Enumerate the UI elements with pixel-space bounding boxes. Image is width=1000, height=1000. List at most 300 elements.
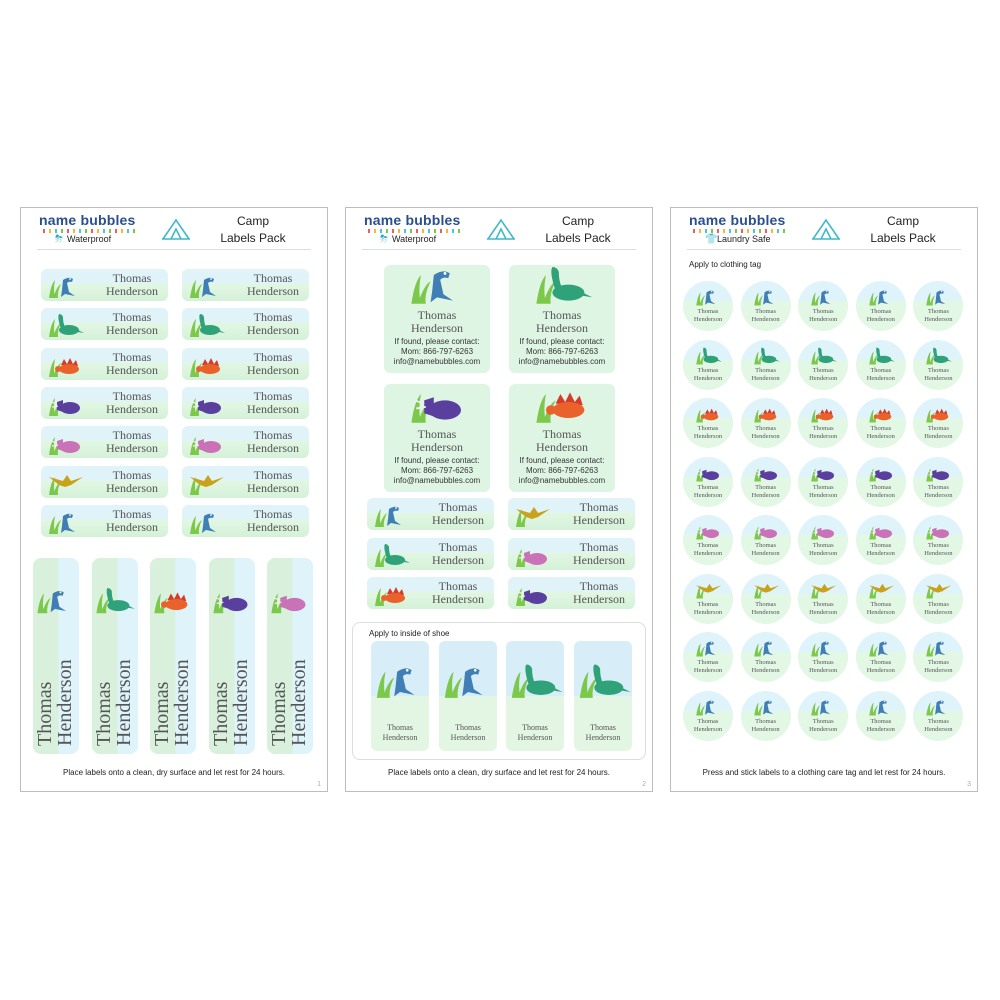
tent-icon (161, 217, 191, 241)
first-name: Thomas (812, 542, 834, 549)
first-name: Thomas (697, 717, 719, 725)
section-caption: Apply to clothing tag (689, 260, 762, 269)
triceratops-icon (866, 461, 896, 483)
raptor-icon (45, 270, 85, 300)
raptor-icon (751, 285, 781, 307)
last-name: Henderson (751, 725, 780, 733)
round-label (856, 281, 906, 331)
contact-info (509, 456, 615, 486)
last-name: Henderson (924, 550, 953, 557)
last-name: Henderson (751, 608, 780, 616)
vertical-name-label (33, 558, 79, 754)
first-name: Thomas (112, 388, 152, 403)
first-name: Thomas (870, 542, 892, 549)
stegosaurus-icon (45, 349, 85, 379)
name-label (508, 498, 635, 530)
name-label (367, 577, 494, 609)
pink-triceratops-icon (45, 427, 85, 457)
first-name: Thomas (870, 366, 892, 374)
last-name: Henderson (247, 519, 299, 534)
raptor-icon (751, 695, 781, 717)
vertical-name (152, 566, 192, 746)
vertical-name-label (150, 558, 196, 754)
name-label (508, 538, 635, 570)
last-name: Henderson (411, 440, 463, 454)
brontosaurus-icon (506, 649, 564, 709)
first-name: Thomas (268, 681, 290, 746)
round-label (913, 457, 963, 507)
name-label (508, 577, 635, 609)
first-name: Thomas (697, 483, 719, 491)
pink-triceratops-icon (186, 427, 226, 457)
name-label (367, 498, 494, 530)
last-name: Henderson (432, 592, 484, 606)
raptor-icon (866, 285, 896, 307)
pterodactyl-icon (751, 578, 781, 600)
pink-triceratops-icon (866, 519, 896, 541)
first-name: Thomas (927, 717, 949, 725)
contact-line: info@namebubbles.com (393, 357, 481, 366)
first-name: Thomas (92, 681, 115, 746)
raptor-icon (866, 695, 896, 717)
last-name: Henderson (106, 284, 158, 298)
round-label (683, 632, 733, 682)
shoe-label (506, 641, 564, 751)
pterodactyl-icon (45, 467, 85, 497)
pink-triceratops-icon (512, 539, 552, 569)
last-name: Henderson (751, 667, 780, 674)
first-name: Thomas (870, 308, 892, 315)
round-label (856, 632, 906, 682)
last-name: Henderson (809, 491, 838, 499)
vertical-name (269, 566, 309, 746)
name-label (41, 426, 168, 458)
contact-line: Mom: 866-797-6263 (525, 466, 599, 475)
sheet-footer: Press and stick labels to a clothing care tag and let rest for 24 hours. (702, 768, 946, 777)
last-name: Henderson (809, 316, 838, 323)
last-name: Henderson (106, 441, 158, 456)
waterproof-badge (55, 234, 111, 244)
round-label (856, 515, 906, 565)
last-name: Henderson (573, 513, 625, 527)
triceratops-icon (45, 388, 85, 418)
first-name: Thomas (253, 467, 293, 482)
contact-line: If found, please contact: (394, 456, 480, 465)
last-name: Henderson (536, 321, 588, 335)
last-name: Henderson (693, 316, 723, 323)
shirt-icon: 👕 (705, 234, 718, 245)
last-name: Henderson (693, 608, 723, 616)
first-name: Thomas (579, 500, 619, 514)
vertical-name-label (209, 558, 255, 754)
last-name: Henderson (382, 733, 418, 742)
badge-label: Waterproof (392, 234, 437, 244)
name-label (182, 269, 309, 301)
name-label (41, 387, 168, 419)
name-label (41, 269, 168, 301)
first-name: Thomas (812, 659, 834, 666)
triceratops-icon (512, 578, 552, 608)
last-name: Henderson (288, 659, 310, 746)
laundry-safe-badge (705, 234, 771, 244)
last-name: Henderson (54, 659, 76, 746)
last-name: Henderson (247, 401, 299, 416)
last-name: Henderson (866, 667, 895, 674)
first-name: Thomas (812, 366, 834, 374)
first-name: Thomas (253, 310, 293, 325)
first-name: Thomas (812, 483, 834, 491)
brand-dots (693, 229, 785, 233)
pterodactyl-icon (866, 578, 896, 600)
divider (362, 249, 636, 250)
last-name: Henderson (866, 491, 895, 499)
contact-line: Mom: 866-797-6263 (525, 347, 599, 356)
round-label (913, 632, 963, 682)
first-name: Thomas (253, 349, 293, 364)
triceratops-icon (693, 461, 723, 483)
last-name: Henderson (924, 491, 953, 499)
brand-logo: name bubbles (39, 212, 136, 228)
contact-info (384, 337, 490, 367)
last-name: Henderson (432, 552, 484, 567)
round-label (741, 398, 791, 448)
round-label (683, 457, 733, 507)
stegosaurus-icon (186, 349, 226, 379)
round-label (856, 340, 906, 390)
raptor-icon (808, 636, 838, 658)
contact-line: info@namebubbles.com (518, 476, 606, 485)
name-label (367, 538, 494, 570)
pink-triceratops-icon (751, 519, 781, 541)
first-name: Thomas (253, 506, 293, 521)
round-label (913, 515, 963, 565)
first-name: Thomas (927, 425, 949, 432)
stegosaurus-icon (866, 402, 896, 424)
contact-info (509, 337, 615, 367)
name-label (182, 308, 309, 340)
brontosaurus-icon (527, 259, 597, 307)
sheet-title: Camp Labels Pack (870, 214, 936, 245)
round-label (798, 398, 848, 448)
last-name: Henderson (809, 550, 838, 557)
tent-icon (486, 217, 516, 241)
last-name: Henderson (106, 519, 158, 534)
pink-triceratops-icon (693, 519, 723, 541)
contact-label (384, 265, 490, 373)
page-number: 1 (317, 781, 321, 788)
first-name: Thomas (522, 723, 548, 732)
first-name: Thomas (755, 366, 777, 374)
raptor-icon (923, 636, 953, 658)
first-name: Thomas (112, 506, 152, 521)
shoe-label (439, 641, 497, 751)
round-label (798, 457, 848, 507)
name-label (41, 466, 168, 498)
brontosaurus-icon (574, 649, 632, 709)
last-name: Henderson (573, 552, 625, 567)
raptor-icon (402, 259, 472, 307)
last-name: Henderson (536, 440, 588, 454)
last-name: Henderson (247, 323, 299, 338)
last-name: Henderson (751, 491, 780, 499)
first-name: Thomas (579, 539, 619, 554)
brontosaurus-icon (186, 309, 226, 339)
last-name: Henderson (106, 362, 158, 377)
round-label (741, 340, 791, 390)
page-number: 2 (642, 781, 646, 788)
first-name: Thomas (253, 271, 293, 285)
last-name: Henderson (924, 608, 953, 616)
first-name: Thomas (209, 681, 232, 746)
first-name: Thomas (112, 467, 152, 482)
round-label (798, 281, 848, 331)
first-name: Thomas (253, 388, 293, 403)
contact-label (509, 265, 615, 373)
last-name: Henderson (693, 667, 723, 674)
round-label (741, 574, 791, 624)
first-name: Thomas (579, 579, 619, 593)
raptor-icon (808, 285, 838, 307)
first-name: Thomas (812, 425, 834, 432)
vertical-name (35, 566, 75, 746)
first-name: Thomas (112, 428, 152, 443)
sheet-title: Camp Labels Pack (545, 214, 611, 245)
contact-label (509, 384, 615, 492)
first-name: Thomas (438, 539, 478, 554)
stegosaurus-icon (923, 402, 953, 424)
first-name: Thomas (755, 717, 777, 725)
pterodactyl-icon (923, 578, 953, 600)
first-name: Thomas (542, 427, 582, 441)
sheet-title: Camp Labels Pack (220, 214, 286, 245)
first-name: Thomas (812, 717, 834, 725)
round-label (798, 574, 848, 624)
name-label (182, 466, 309, 498)
round-label (856, 574, 906, 624)
first-name: Thomas (927, 600, 949, 608)
brontosaurus-icon (923, 344, 953, 366)
contact-line: info@namebubbles.com (518, 357, 606, 366)
contact-line: If found, please contact: (519, 337, 605, 346)
last-name: Henderson (247, 362, 299, 377)
last-name: Henderson (247, 284, 299, 298)
contact-line: Mom: 866-797-6263 (400, 466, 474, 475)
triceratops-icon (923, 461, 953, 483)
raptor-icon (186, 270, 226, 300)
round-label (798, 632, 848, 682)
page-number: 3 (967, 781, 971, 788)
first-name: Thomas (697, 659, 719, 666)
raptor-icon (693, 636, 723, 658)
vertical-name (211, 566, 251, 746)
contact-line: info@namebubbles.com (393, 476, 481, 485)
first-name: Thomas (755, 542, 777, 549)
last-name: Henderson (247, 480, 299, 495)
last-name: Henderson (573, 592, 625, 606)
divider (37, 249, 311, 250)
name-label (41, 505, 168, 537)
stegosaurus-icon (751, 402, 781, 424)
first-name: Thomas (870, 425, 892, 432)
round-label (741, 632, 791, 682)
raptor-icon (866, 636, 896, 658)
first-name: Thomas (870, 600, 892, 608)
pink-triceratops-icon (923, 519, 953, 541)
last-name: Henderson (809, 667, 838, 674)
last-name: Henderson (866, 608, 895, 616)
name-label (182, 505, 309, 537)
last-name: Henderson (693, 433, 723, 440)
round-label (913, 691, 963, 741)
first-name: Thomas (455, 723, 481, 732)
brand-logo: name bubbles (364, 212, 461, 228)
first-name: Thomas (870, 483, 892, 491)
last-name: Henderson (866, 433, 895, 440)
last-name: Henderson (229, 659, 252, 746)
last-name: Henderson (432, 513, 484, 527)
first-name: Thomas (755, 425, 777, 432)
first-name: Thomas (34, 681, 56, 746)
last-name: Henderson (809, 433, 838, 440)
divider (687, 249, 961, 250)
shoe-labels-section (352, 622, 646, 760)
first-name: Thomas (697, 308, 719, 315)
pink-triceratops-icon (808, 519, 838, 541)
last-name: Henderson (693, 550, 723, 557)
round-label (913, 398, 963, 448)
last-name: Henderson (247, 441, 299, 456)
first-name: Thomas (417, 308, 457, 322)
triceratops-icon (186, 388, 226, 418)
last-name: Henderson (106, 480, 158, 495)
water-drop-icon: ⛈ (380, 234, 388, 245)
first-name: Thomas (112, 271, 152, 285)
last-name: Henderson (751, 550, 780, 557)
last-name: Henderson (751, 374, 780, 382)
shoe-label (574, 641, 632, 751)
contact-line: If found, please contact: (394, 337, 480, 346)
contact-label (384, 384, 490, 492)
last-name: Henderson (585, 733, 621, 742)
pterodactyl-icon (186, 467, 226, 497)
first-name: Thomas (697, 425, 719, 432)
first-name: Thomas (755, 308, 777, 315)
name-label (41, 348, 168, 380)
first-name: Thomas (927, 659, 949, 666)
brontosaurus-icon (371, 539, 411, 569)
first-name: Thomas (870, 717, 892, 725)
brand-logo: name bubbles (689, 212, 786, 228)
label-sheet-1 (20, 207, 328, 792)
last-name: Henderson (112, 659, 135, 746)
first-name: Thomas (812, 600, 834, 608)
raptor-icon (808, 695, 838, 717)
raptor-icon (45, 506, 85, 536)
last-name: Henderson (693, 725, 723, 733)
last-name: Henderson (866, 550, 895, 557)
first-name: Thomas (590, 723, 616, 732)
first-name: Thomas (812, 308, 834, 315)
stegosaurus-icon (808, 402, 838, 424)
sheet-footer: Place labels onto a clean, dry surface and let rest for 24 hours. (388, 768, 610, 777)
round-label (913, 574, 963, 624)
first-name: Thomas (927, 542, 949, 549)
waterproof-badge (380, 234, 436, 244)
triceratops-icon (808, 461, 838, 483)
first-name: Thomas (417, 427, 457, 441)
round-label (913, 340, 963, 390)
last-name: Henderson (411, 321, 463, 335)
brontosaurus-icon (751, 344, 781, 366)
brontosaurus-icon (45, 309, 85, 339)
stegosaurus-icon (371, 578, 411, 608)
round-label (856, 398, 906, 448)
first-name: Thomas (542, 308, 582, 322)
first-name: Thomas (697, 366, 719, 374)
last-name: Henderson (517, 733, 553, 742)
raptor-icon (923, 695, 953, 717)
round-label (683, 574, 733, 624)
round-label (798, 340, 848, 390)
contact-line: Mom: 866-797-6263 (400, 347, 474, 356)
last-name: Henderson (106, 323, 158, 338)
first-name: Thomas (151, 681, 173, 746)
raptor-icon (693, 285, 723, 307)
last-name: Henderson (450, 733, 486, 742)
last-name: Henderson (693, 491, 723, 499)
first-name: Thomas (697, 600, 719, 608)
first-name: Thomas (387, 723, 413, 732)
last-name: Henderson (693, 374, 723, 382)
last-name: Henderson (924, 667, 953, 674)
last-name: Henderson (924, 725, 953, 733)
round-label (741, 515, 791, 565)
last-name: Henderson (106, 401, 158, 416)
first-name: Thomas (927, 366, 949, 374)
round-label (798, 515, 848, 565)
vertical-name-label (267, 558, 313, 754)
name-label (182, 387, 309, 419)
last-name: Henderson (751, 316, 780, 323)
first-name: Thomas (755, 659, 777, 666)
contact-info (384, 456, 490, 486)
name-label (41, 308, 168, 340)
raptor-icon (693, 695, 723, 717)
raptor-icon (186, 506, 226, 536)
tent-icon (811, 217, 841, 241)
last-name: Henderson (809, 608, 838, 616)
pterodactyl-icon (512, 499, 552, 529)
first-name: Thomas (697, 542, 719, 549)
round-label (683, 281, 733, 331)
raptor-icon (371, 649, 429, 709)
first-name: Thomas (755, 600, 777, 608)
last-name: Henderson (809, 725, 838, 733)
round-label (741, 281, 791, 331)
name-label (182, 348, 309, 380)
first-name: Thomas (112, 310, 152, 325)
brand-dots (368, 229, 460, 233)
first-name: Thomas (438, 579, 478, 593)
sheet-footer: Place labels onto a clean, dry surface and let rest for 24 hours. (63, 768, 285, 777)
last-name: Henderson (924, 374, 953, 382)
round-label (856, 457, 906, 507)
last-name: Henderson (924, 433, 953, 440)
raptor-icon (371, 499, 411, 529)
last-name: Henderson (751, 433, 780, 440)
first-name: Thomas (112, 349, 152, 364)
round-label (741, 691, 791, 741)
